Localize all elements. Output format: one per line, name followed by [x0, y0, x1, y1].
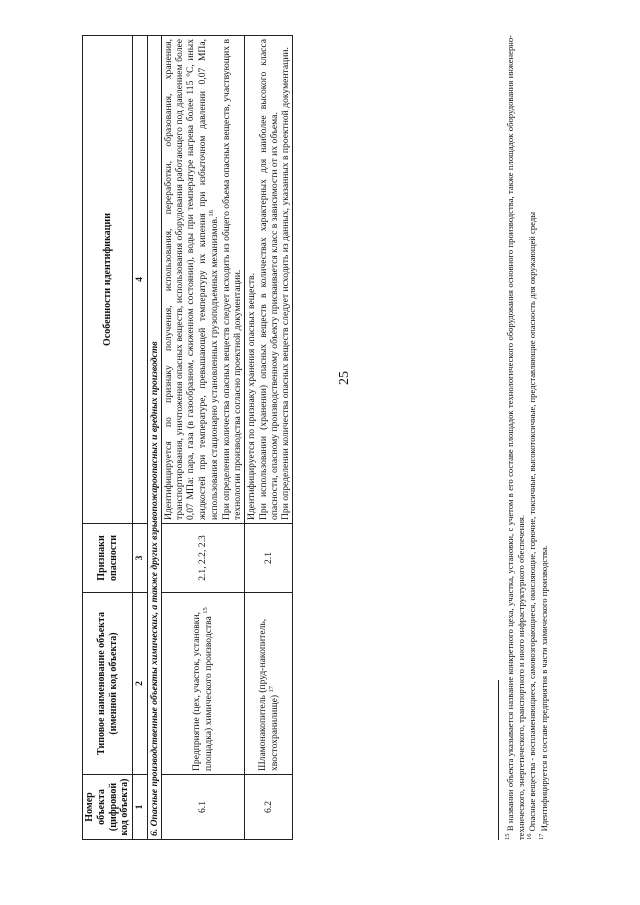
- feature-paragraph: При использовании (хранении) опасных веществ в количествах характерных для наиболее высокого класса опасности, опасному производственному объекту присваивается класс в зависимости от их объема.: [257, 39, 280, 520]
- hazard-signs: 2.1, 2.2, 2.3: [161, 524, 244, 593]
- rotated-page-content: [20, 25, 620, 880]
- table-header-row: [83, 36, 133, 840]
- feature-paragraph: При определении количества опасных веществ следует исходить из общего объема опасных веществ, участвующих в технологии производства согласно проектной документации.: [220, 39, 243, 520]
- column-index: 3: [133, 524, 147, 593]
- header-hazard-signs: Признаки опасности: [83, 524, 133, 593]
- footnote: $^{17}$ Идентифицируется в составе предприятия в части химического производства.: [537, 545, 549, 840]
- footnotes: [504, 35, 550, 840]
- footnote-divider: [498, 680, 499, 840]
- section-title: 6. Опасные производственные объекты химических, а также других взрывопожароопасных и вредных производств: [147, 36, 161, 840]
- identification-table: [82, 35, 293, 840]
- page-number: 25: [337, 371, 352, 385]
- column-index: 1: [133, 775, 147, 840]
- identification-features: [161, 36, 244, 524]
- object-name: Предприятие (цех, участок, установки, площадка) химического производства $^{15}$: [161, 593, 244, 775]
- identification-features: [245, 36, 293, 524]
- footnote-ref: 16: [208, 210, 216, 217]
- column-index: 4: [133, 36, 147, 524]
- column-index-row: [133, 36, 147, 840]
- header-object-name: Типовое наименование объекта (именной код объекта): [83, 593, 133, 775]
- footnote: $^{16}$ Опасные вещества - воспламеняющиеся, самовозгорающиеся, окисляющие, горючие, токсичные, высокотоксичные, представляющие опасность для окружающей среды: [526, 212, 538, 840]
- object-code: 6.2: [245, 775, 293, 840]
- column-index: 2: [133, 593, 147, 775]
- hazard-signs: 2.1: [245, 524, 293, 593]
- section-row: [147, 36, 161, 840]
- feature-paragraph: Идентифицируется по признаку хранения опасных веществ.: [246, 273, 258, 520]
- header-identification-features: Особенности идентификации: [83, 36, 133, 524]
- header-object-number: Номер объекта (цифровой код объекта): [83, 775, 133, 840]
- feature-paragraph: При определении количества опасных веществ следует исходить из данных, указанных в проектной документации.: [280, 47, 292, 520]
- table-row: [245, 36, 293, 840]
- footnote-ref: 15: [202, 607, 210, 614]
- object-name: Шламонакопитель (пруд-накопитель, хвостохранилище) $^{17}$: [245, 593, 293, 775]
- feature-paragraph: Идентифицируется по признаку получения, использования, переработки, образования, хранения, транспортирования, уничтожения опасных веществ, использования оборудования работающего под давлением более 0,07 МПа: пара, газа (в газообразном, сжиженном состоянии), воды при температуре нагрева более 115 °С, иных жидкостей при температуре, превышающей температуру их кипения при избыточном давлении 0,07 МПа, использования стационарно установленных грузоподъемных механизмов.: [162, 39, 221, 520]
- footnote: $^{15}$ В названии объекта указывается название конкретного цеха, участка, установки, с учетом в его составе площадок технологического оборудования основного производства, также площадок оборудования инженерно-технического, энергетического, транспортного и иного инфраструктурного обеспечения.: [504, 35, 526, 840]
- table-row: [161, 36, 244, 840]
- object-code: 6.1: [161, 775, 244, 840]
- footnote-ref: 17: [268, 686, 276, 693]
